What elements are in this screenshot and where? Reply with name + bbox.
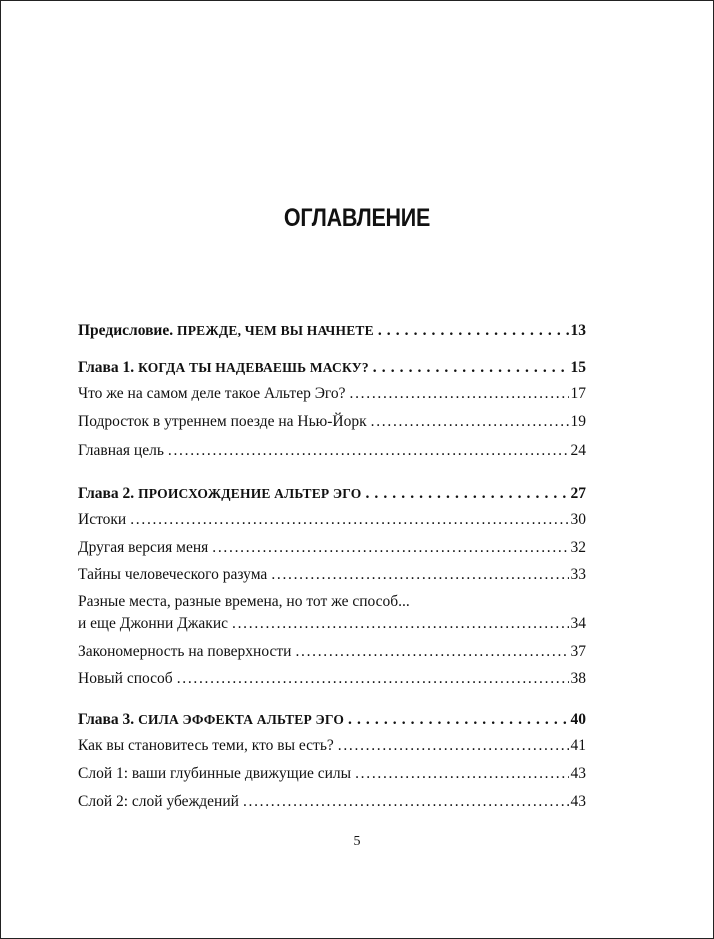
toc-entry[interactable] [78,669,586,689]
toc-page-number: 27 [570,485,586,502]
toc-entry[interactable] [78,614,586,634]
toc-entry-label: Что же на самом деле такое Альтер Эго? [78,385,346,402]
toc-entry[interactable] [78,441,586,461]
toc-entry-label: Тайны человеческого разума [78,566,268,583]
toc-page-number: 34 [570,615,586,632]
toc-page-number: 32 [570,539,586,556]
toc-chapter-2[interactable] [78,484,586,504]
toc-entry[interactable] [78,510,586,530]
toc-entry-label: и еще Джонни Джакис [78,615,229,632]
toc-entry-label: Закономерность на поверхности [78,643,292,660]
dot-leader [350,384,569,404]
toc-page-number: 41 [570,737,586,754]
toc-entry-label-line1: Разные места, разные времена, но тот же способ... [78,593,410,610]
toc-page-number: 40 [570,711,586,728]
toc-entry-label: Глава 2. ПРОИСХОЖДЕНИЕ АЛЬТЕР ЭГО [78,485,362,502]
toc-entry[interactable] [78,565,586,585]
dot-leader [371,412,569,432]
toc-chapter-3[interactable] [78,710,586,730]
dot-leader [232,614,568,634]
toc-entry-label: Слой 2: слой убеждений [78,793,239,810]
toc-page-number: 43 [570,765,586,782]
dot-leader [373,358,569,378]
toc-page-number: 24 [570,442,586,459]
toc-entry-label: Глава 3. СИЛА ЭФФЕКТА АЛЬТЕР ЭГО [78,711,345,728]
page-title: ОГЛАВЛЕНИЕ [283,204,431,232]
dot-leader [168,441,569,461]
dot-leader [338,736,569,756]
toc-page-number: 37 [570,643,586,660]
toc-entry[interactable] [78,736,586,756]
toc-entry[interactable] [78,642,586,662]
toc-entry[interactable] [78,792,586,812]
dot-leader [348,710,568,730]
toc-page-number: 17 [570,385,586,402]
toc-page-number: 13 [570,322,586,339]
dot-leader [243,792,569,812]
toc-entry[interactable] [78,764,586,784]
toc-foreword[interactable] [78,321,586,341]
dot-leader [271,565,568,585]
toc-entry-label: Предисловие. ПРЕЖДЕ, ЧЕМ ВЫ НАЧНЕТЕ [78,322,374,339]
toc-entry[interactable] [78,412,586,432]
dot-leader [177,669,569,689]
toc-chapter-1[interactable] [78,358,586,378]
toc-entry-label: Как вы становитесь теми, кто вы есть? [78,737,334,754]
toc-entry[interactable] [78,538,586,558]
toc-entry-label: Слой 1: ваши глубинные движущие силы [78,765,352,782]
dot-leader [378,321,569,341]
dot-leader [355,764,568,784]
toc-page-number: 19 [570,413,586,430]
toc-entry-label: Главная цель [78,442,164,459]
toc-page-number: 38 [570,670,586,687]
dot-leader [212,538,568,558]
toc-entry-label: Другая версия меня [78,539,209,556]
toc-entry-label: Новый способ [78,670,173,687]
toc-page-number: 30 [570,511,586,528]
toc-entry-label: Глава 1. КОГДА ТЫ НАДЕВАЕШЬ МАСКУ? [78,359,369,376]
toc-page-number: 33 [570,566,586,583]
toc-page-number: 15 [570,359,586,376]
page-number-footer: 5 [353,834,361,849]
dot-leader [295,642,568,662]
toc-entry-label: Истоки [78,511,127,528]
toc-entry-label: Подросток в утреннем поезде на Нью-Йорк [78,413,367,430]
dot-leader [130,510,568,530]
toc-page-number: 43 [570,793,586,810]
toc-entry[interactable] [78,384,586,404]
dot-leader [365,484,568,504]
